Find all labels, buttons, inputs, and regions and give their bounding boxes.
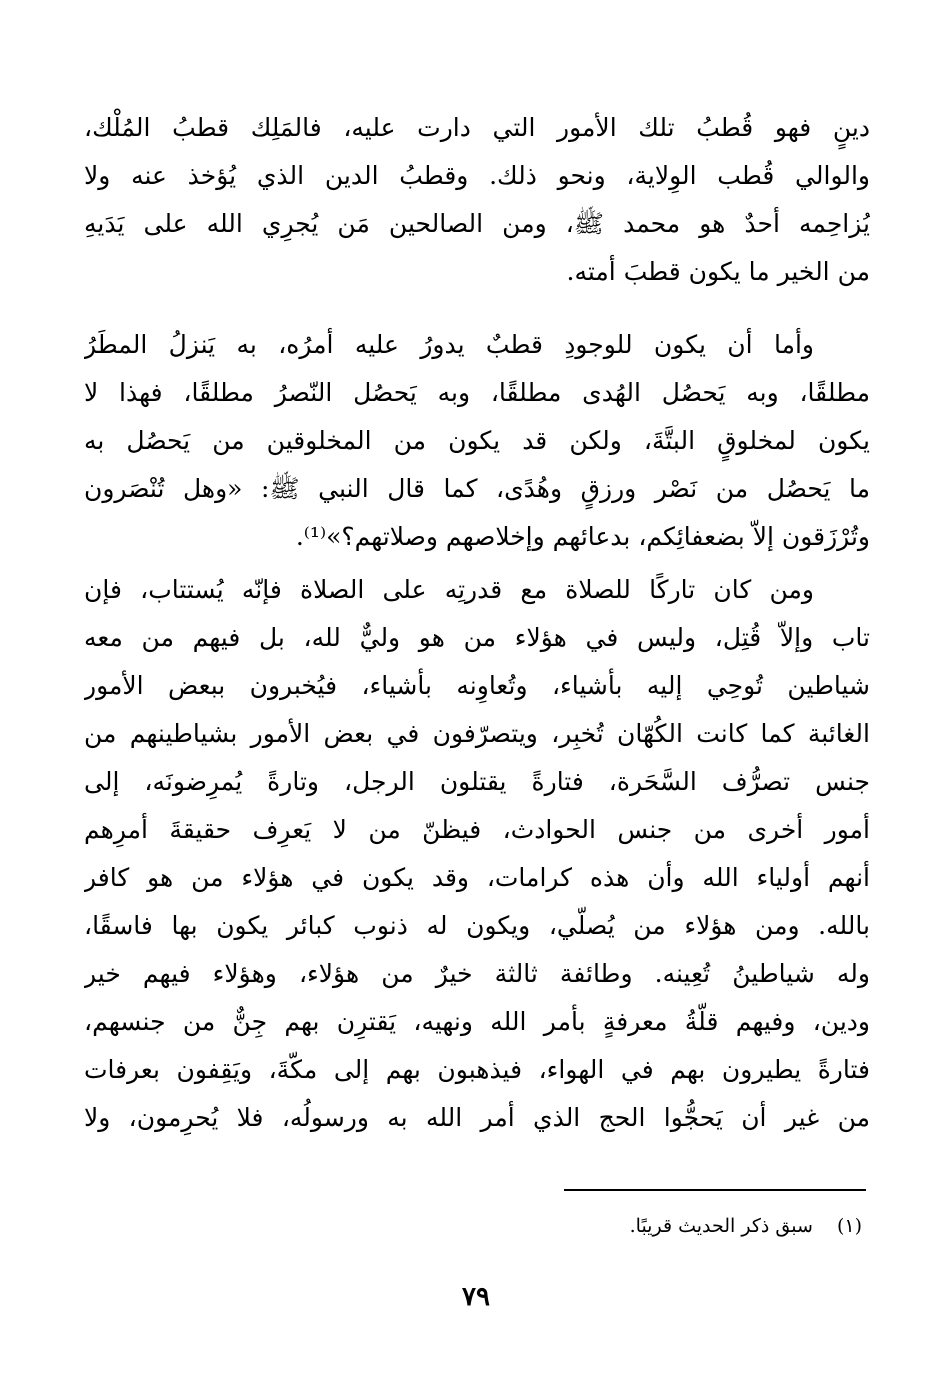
- text-line: دينٍ فهو قُطبُ تلك الأمور التي دارت عليه، فالمَلِك قطبُ المُلْك،: [84, 113, 870, 142]
- text-line: جنس تصرُّف السَّحَرة، فتارةً يقتلون الرجل، وتارةً يُمرِضونَه، إلى: [84, 767, 870, 796]
- text-line: الغائبة كما كانت الكُهّان تُخبِر، ويتصرّفون في بعض الأمور بشياطينهم من: [84, 719, 870, 748]
- paragraph-1: [84, 104, 870, 296]
- footnote: [630, 1212, 862, 1240]
- text-line: ودين، وفيهم قلّةُ معرفةٍ بأمر الله ونهيه، يَقترِن بهم جِنٌّ من جنسهم،: [84, 1007, 870, 1036]
- text-line: يكون لمخلوقٍ البتَّةَ، ولكن قد يكون من المخلوقين من يَحصُل به: [84, 426, 870, 455]
- page-number: ٧٩: [462, 1282, 490, 1312]
- text-line: ما يَحصُل من نَصْر ورزقٍ وهُدًى، كما قال النبي ﷺ: «وهل تُنْصَرون: [84, 474, 870, 503]
- footnote-text: سبق ذكر الحديث قريبًا.: [629, 1215, 813, 1237]
- text-line: وله شياطينُ تُعِينه. وطائفة ثالثة خيرٌ من هؤلاء، وهؤلاء فيهم خير: [84, 959, 870, 988]
- text-line: وتُرْزَقون إلاّ بضعفائِكم، بدعائهم وإخلاصهم وصلاتهم؟»⁽¹⁾.: [295, 522, 870, 551]
- footnote-number: (١): [836, 1215, 862, 1237]
- text-line: تاب وإلاّ قُتِل، وليس في هؤلاء من هو وليٌّ لله، بل فيهم من معه: [84, 623, 870, 652]
- text-line: شياطين تُوحِي إليه بأشياء، وتُعاوِنه بأشياء، فيُخبرون ببعض الأمور: [84, 671, 870, 700]
- text-line: وأما أن يكون للوجودِ قطبٌ يدورُ عليه أمرُه، به يَنزلُ المطَرُ: [84, 330, 814, 359]
- text-line: أمور أخرى من جنس الحوادث، فيظنّ من لا يَعرِف حقيقةَ أمرِهم: [84, 815, 870, 844]
- footnote-divider: [564, 1189, 866, 1191]
- text-line: ومن كان تاركًا للصلاة مع قدرتِه على الصلاة فإنّه يُستتاب، فإن: [84, 575, 814, 604]
- text-line: أنهم أولياء الله وأن هذه كرامات، وقد يكون في هؤلاء من هو كافر: [84, 863, 870, 892]
- text-line: بالله. ومن هؤلاء من يُصلّي، ويكون له ذنوب كبائر يكون بها فاسقًا،: [84, 911, 870, 940]
- text-line: من غير أن يَحجُّوا الحج الذي أمر الله به ورسولُه، فلا يُحرِمون، ولا: [84, 1103, 870, 1132]
- text-line: يُزاحِمه أحدٌ هو محمد ﷺ، ومن الصالحين مَن يُجرِي الله على يَدَيهِ: [84, 209, 870, 238]
- paragraph-3: [84, 566, 870, 1142]
- text-line: من الخير ما يكون قطبَ أمته.: [566, 257, 870, 286]
- text-line: والوالي قُطب الوِلاية، ونحو ذلك. وقطبُ الدين الذي يُؤخذ عنه ولا: [84, 161, 870, 190]
- text-line: مطلقًا، وبه يَحصُل الهُدى مطلقًا، وبه يَحصُل النّصرُ مطلقًا، فهذا لا: [84, 378, 870, 407]
- text-line: فتارةً يطيرون بهم في الهواء، فيذهبون بهم إلى مكّةَ، ويَقِفون بعرفات: [84, 1055, 870, 1084]
- paragraph-2: [84, 321, 870, 561]
